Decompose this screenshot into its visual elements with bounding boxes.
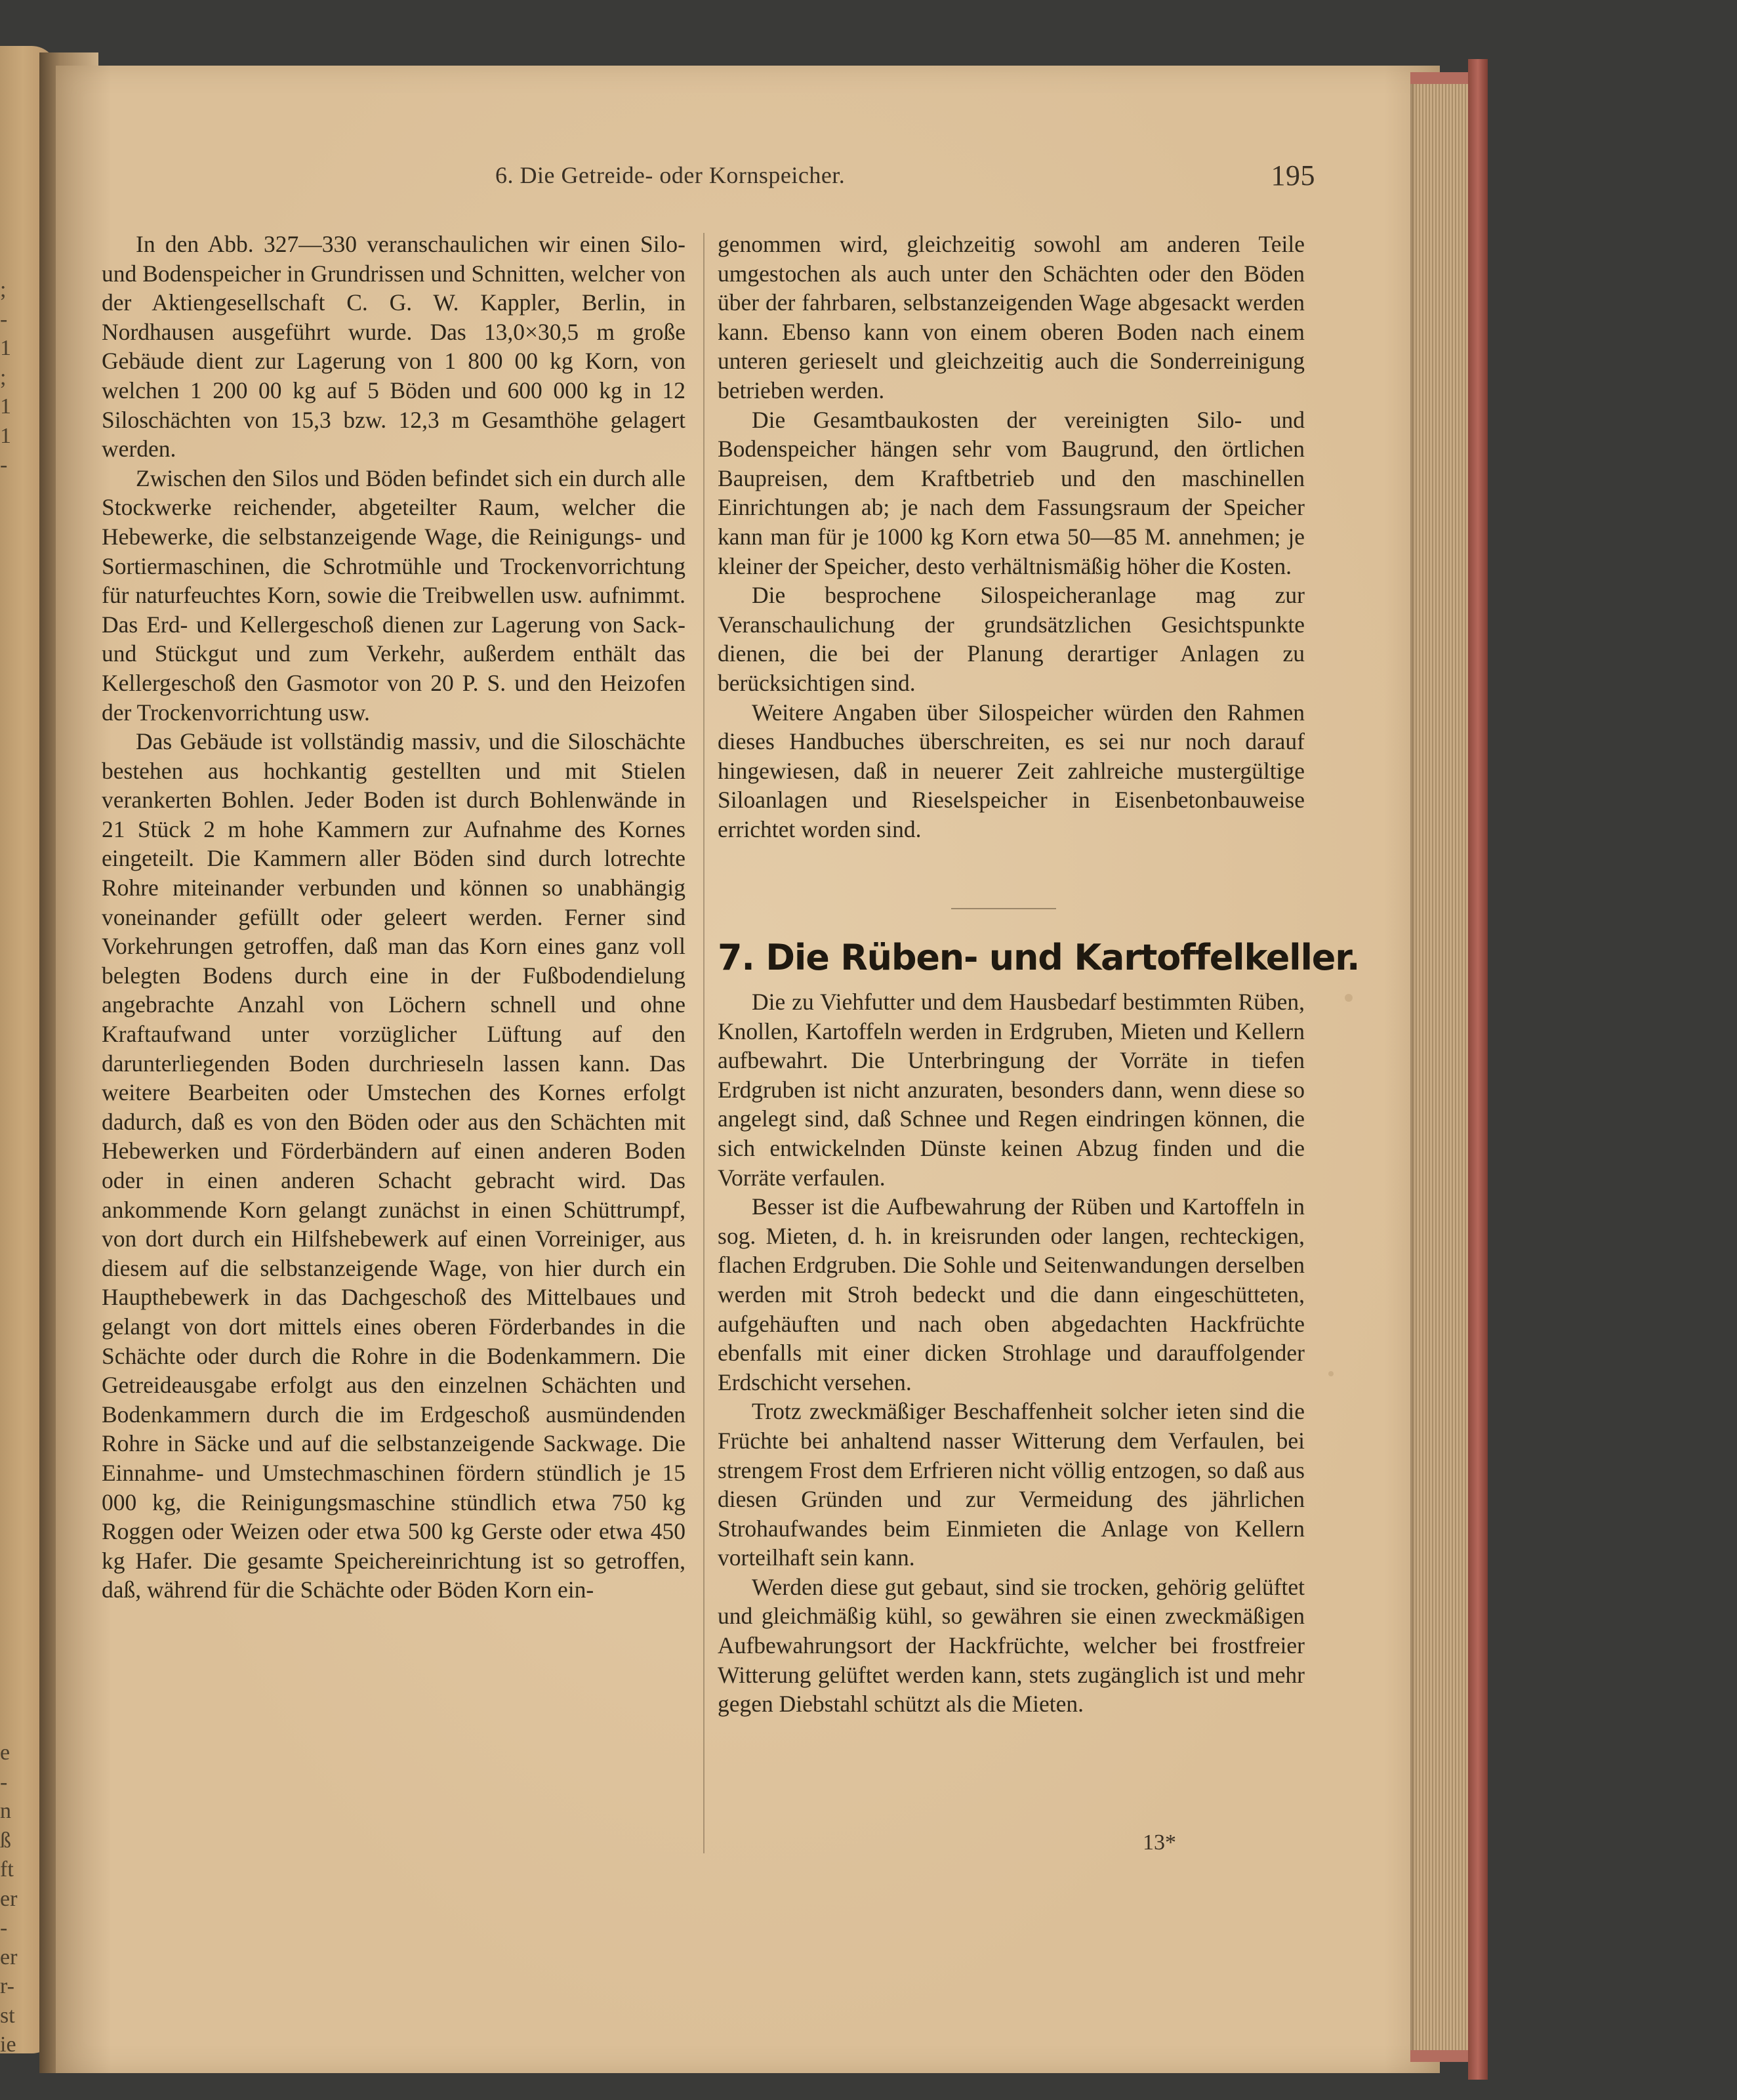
- paragraph: Weitere Angaben über Silospeicher würden den Rahmen dieses Handbuches überschreiten, es sei nur noch darauf hingewiesen, daß in neuerer Zeit zahlreiche mustergültige Siloanlagen und Rieselspeicher in Eisenbetonbauweise errichtet worden sind.: [718, 699, 1305, 842]
- previous-page-text-fragments-bottom: [0, 1739, 26, 2057]
- fragment: e: [0, 1740, 10, 1765]
- paragraph: Das Gebäude ist vollständig massiv, und die Siloschächte bestehen aus hochkantig gestellten und mit Stielen verankerten Bohlen. Jeder Boden ist durch Bohlenwände in 21 Stück 2 m hohe Kammern zur Aufnahme des Kornes eingeteilt. Die Kammern aller Böden sind durch lotrechte Rohre miteinander verbunden und können so unabhängig voneinander gefüllt oder geleert werden. Ferner sind Vorkehrungen getroffen, daß man das Korn eines ganz voll belegten Bodens durch eine in der Fußbodendielung angebrachte Anzahl von Löchern schnell und ohne Kraftaufwand unter vorzüglicher Lüftung auf den darunterliegenden Boden durchrieseln lassen kann. Das weitere Bearbeiten oder Umstechen des Kornes erfolgt dadurch, daß es von den Böden oder aus den Schächten mit Hebewerken und Förderbändern auf einen anderen Boden oder in einen anderen Schacht gebracht wird. Das ankommende Korn gelangt zunächst in einen Schüttrumpf, von dort durch ein Hilfshebewerk auf einen Vorreiniger, aus diesem auf die selbstanzeigende Wage, von hier durch ein Haupthebewerk in das Dachgeschoß des Mittelbaues und gelangt von dort mittels eines oberen Förderbandes in die Schächte oder durch die Rohre in die Bodenkammern. Die Getreideausgabe erfolgt aus den einzelnen Schächten und Bodenkammern durch die im Erdgeschoß ausmündenden Rohre in Säcke und auf die selbstanzeigende Sackwage. Die Einnahme- und Umstechmaschinen fördern stündlich je 15 000 kg, die Reinigungsmaschine stündlich etwa 750 kg Roggen oder Weizen oder etwa 500 kg Gerste oder etwa 450 kg Hafer. Die gesamte Speichereinrichtung ist so getroffen, daß, während für die Schächte oder Böden Korn ein-: [102, 728, 685, 1603]
- fragment: er: [0, 1945, 18, 1969]
- fragment: -: [0, 1769, 8, 1794]
- fragment: 1: [0, 394, 11, 419]
- right-column: [718, 230, 1305, 844]
- fragment: r-: [0, 1974, 14, 1998]
- fragment: -: [0, 453, 8, 477]
- fragment: ie: [0, 2032, 16, 2057]
- paper-spot: [1345, 994, 1353, 1002]
- fragment: ß: [0, 1828, 11, 1853]
- paragraph: Die besprochene Silospeicheranlage mag zur Veranschaulichung der grundsätzlichen Gesichtspunkte dienen, die bei der Planung derartiger Anlagen zu berücksichtigen sind.: [718, 582, 1305, 696]
- section-heading: 7. Die Rüben- und Kartoffelkeller.: [718, 937, 1360, 978]
- page-edges: [1410, 79, 1473, 2060]
- section-divider: [951, 908, 1056, 909]
- book-cover: [1468, 59, 1488, 2080]
- fragment: -: [0, 306, 8, 331]
- paper-spot: [1328, 1371, 1334, 1376]
- fragment: 1: [0, 423, 11, 448]
- fragment: ;: [0, 365, 7, 390]
- section-body: [718, 987, 1305, 1719]
- paragraph: Die Gesamtbaukosten der vereinigten Silo- und Bodenspeicher hängen sehr vom Baugrund, den örtlichen Baupreisen, dem Kraftbetrieb und den maschinellen Einrichtungen ab; je nach dem Fassungsraum der Speicher kann man für je 1000 kg Korn etwa 50—85 M. annehmen; je kleiner der Speicher, desto verhältnismäßig höher die Kosten.: [718, 406, 1305, 579]
- running-head: 6. Die Getreide- oder Kornspeicher.: [495, 162, 846, 188]
- paragraph: Trotz zweckmäßiger Beschaffenheit solcher ieten sind die Früchte bei anhaltend nasser Witterung dem Verfaulen, bei strengem Frost dem Erfrieren nicht völlig entzogen, so daß aus diesen Gründen und zur Vermeidung des jährlichen Strohaufwandes beim Einmieten die Anlage von Kellern vorteilhaft sein kann.: [718, 1398, 1305, 1571]
- left-column: [102, 230, 685, 1605]
- fragment: 1: [0, 336, 11, 360]
- fragment: -: [0, 1916, 8, 1940]
- signature-mark: 13*: [1143, 1830, 1176, 1855]
- fragment: er: [0, 1886, 18, 1911]
- column-divider: [703, 233, 705, 1853]
- paragraph: Werden diese gut gebaut, sind sie trocken, gehörig gelüftet und gleichmäßig kühl, so gewähren sie einen zweckmäßigen Aufbewahrungsort der Hackfrüchte, welcher bei frostfreier Witterung gelüftet werden kann, stets zugänglich ist und mehr gegen Diebstahl schützt als die Mieten.: [718, 1573, 1305, 1718]
- paragraph: Die zu Viehfutter und dem Hausbedarf bestimmten Rüben, Knollen, Kartoffeln werden in Erdgruben, Mieten und Kellern aufbewahrt. Die Unterbringung der Vorräte in tiefen Erdgruben ist nicht anzuraten, besonders dann, wenn diese so angelegt sind, daß Schnee und Regen eindringen können, die sich entwickelnden Dünste keinen Abzug finden und die Vorräte verfaulen.: [718, 989, 1305, 1191]
- fragment: ;: [0, 278, 7, 302]
- paragraph: Besser ist die Aufbewahrung der Rüben und Kartoffeln in sog. Mieten, d. h. in kreisrunden oder langen, rechteckigen, flachen Erdgruben. Die Sohle und Seitenwandungen derselben werden mit Stroh bedeckt und die dann eingeschütteten, aufgehäuften und nach oben abgedachten Hackfrüchte ebenfalls mit einer dicken Strohlage und darauffolgender Erdschicht versehen.: [718, 1193, 1305, 1395]
- fragment: ft: [0, 1857, 14, 1882]
- paragraph: In den Abb. 327—330 veranschaulichen wir einen Silo- und Bodenspeicher in Grundrissen und Schnitten, welcher von der Aktiengesellschaft C. G. W. Kappler, Berlin, in Nordhausen ausgeführt wurde. Das 13,0×30,5 m große Gebäude dient zur Lagerung von 1 800 00 kg Korn, von welchen 1 200 00 kg auf 5 Böden und 600 000 kg in 12 Siloschächten von 15,3 bzw. 12,3 m Gesamthöhe gelagert werden.: [102, 231, 685, 463]
- previous-page-text-fragments: [0, 276, 26, 2057]
- paragraph: genommen wird, gleichzeitig sowohl am anderen Teile umgestochen als auch unter den Schächten oder den Böden über der fahrbaren, selbstanzeigenden Wage abgesackt werden kann. Ebenso kann von einem oberen Boden nach einem unteren gerieselt und gleichzeitig auch die Sonderreinigung betrieben werden.: [718, 231, 1305, 403]
- page-header: [495, 161, 1315, 198]
- fragment: n: [0, 1799, 11, 1823]
- paragraph: Zwischen den Silos und Böden befindet sich ein durch alle Stockwerke reichender, abgeteilter Raum, welcher die Hebewerke, die selbstanzeigende Wage, die Reinigungs- und Sortiermaschinen, die Schrotmühle und Trockenvorrichtung für naturfeuchtes Korn, sowie die Treibwellen usw. aufnimmt. Das Erd- und Kellergeschoß dienen zur Lagerung von Sack- und Stückgut und zum Verkehr, außerdem enthält das Kellergeschoß den Gasmotor von 20 P. S. und den Heizofen der Trockenvorrichtung usw.: [102, 464, 685, 726]
- fragment: st: [0, 2003, 15, 2028]
- page-number: 195: [1271, 159, 1315, 192]
